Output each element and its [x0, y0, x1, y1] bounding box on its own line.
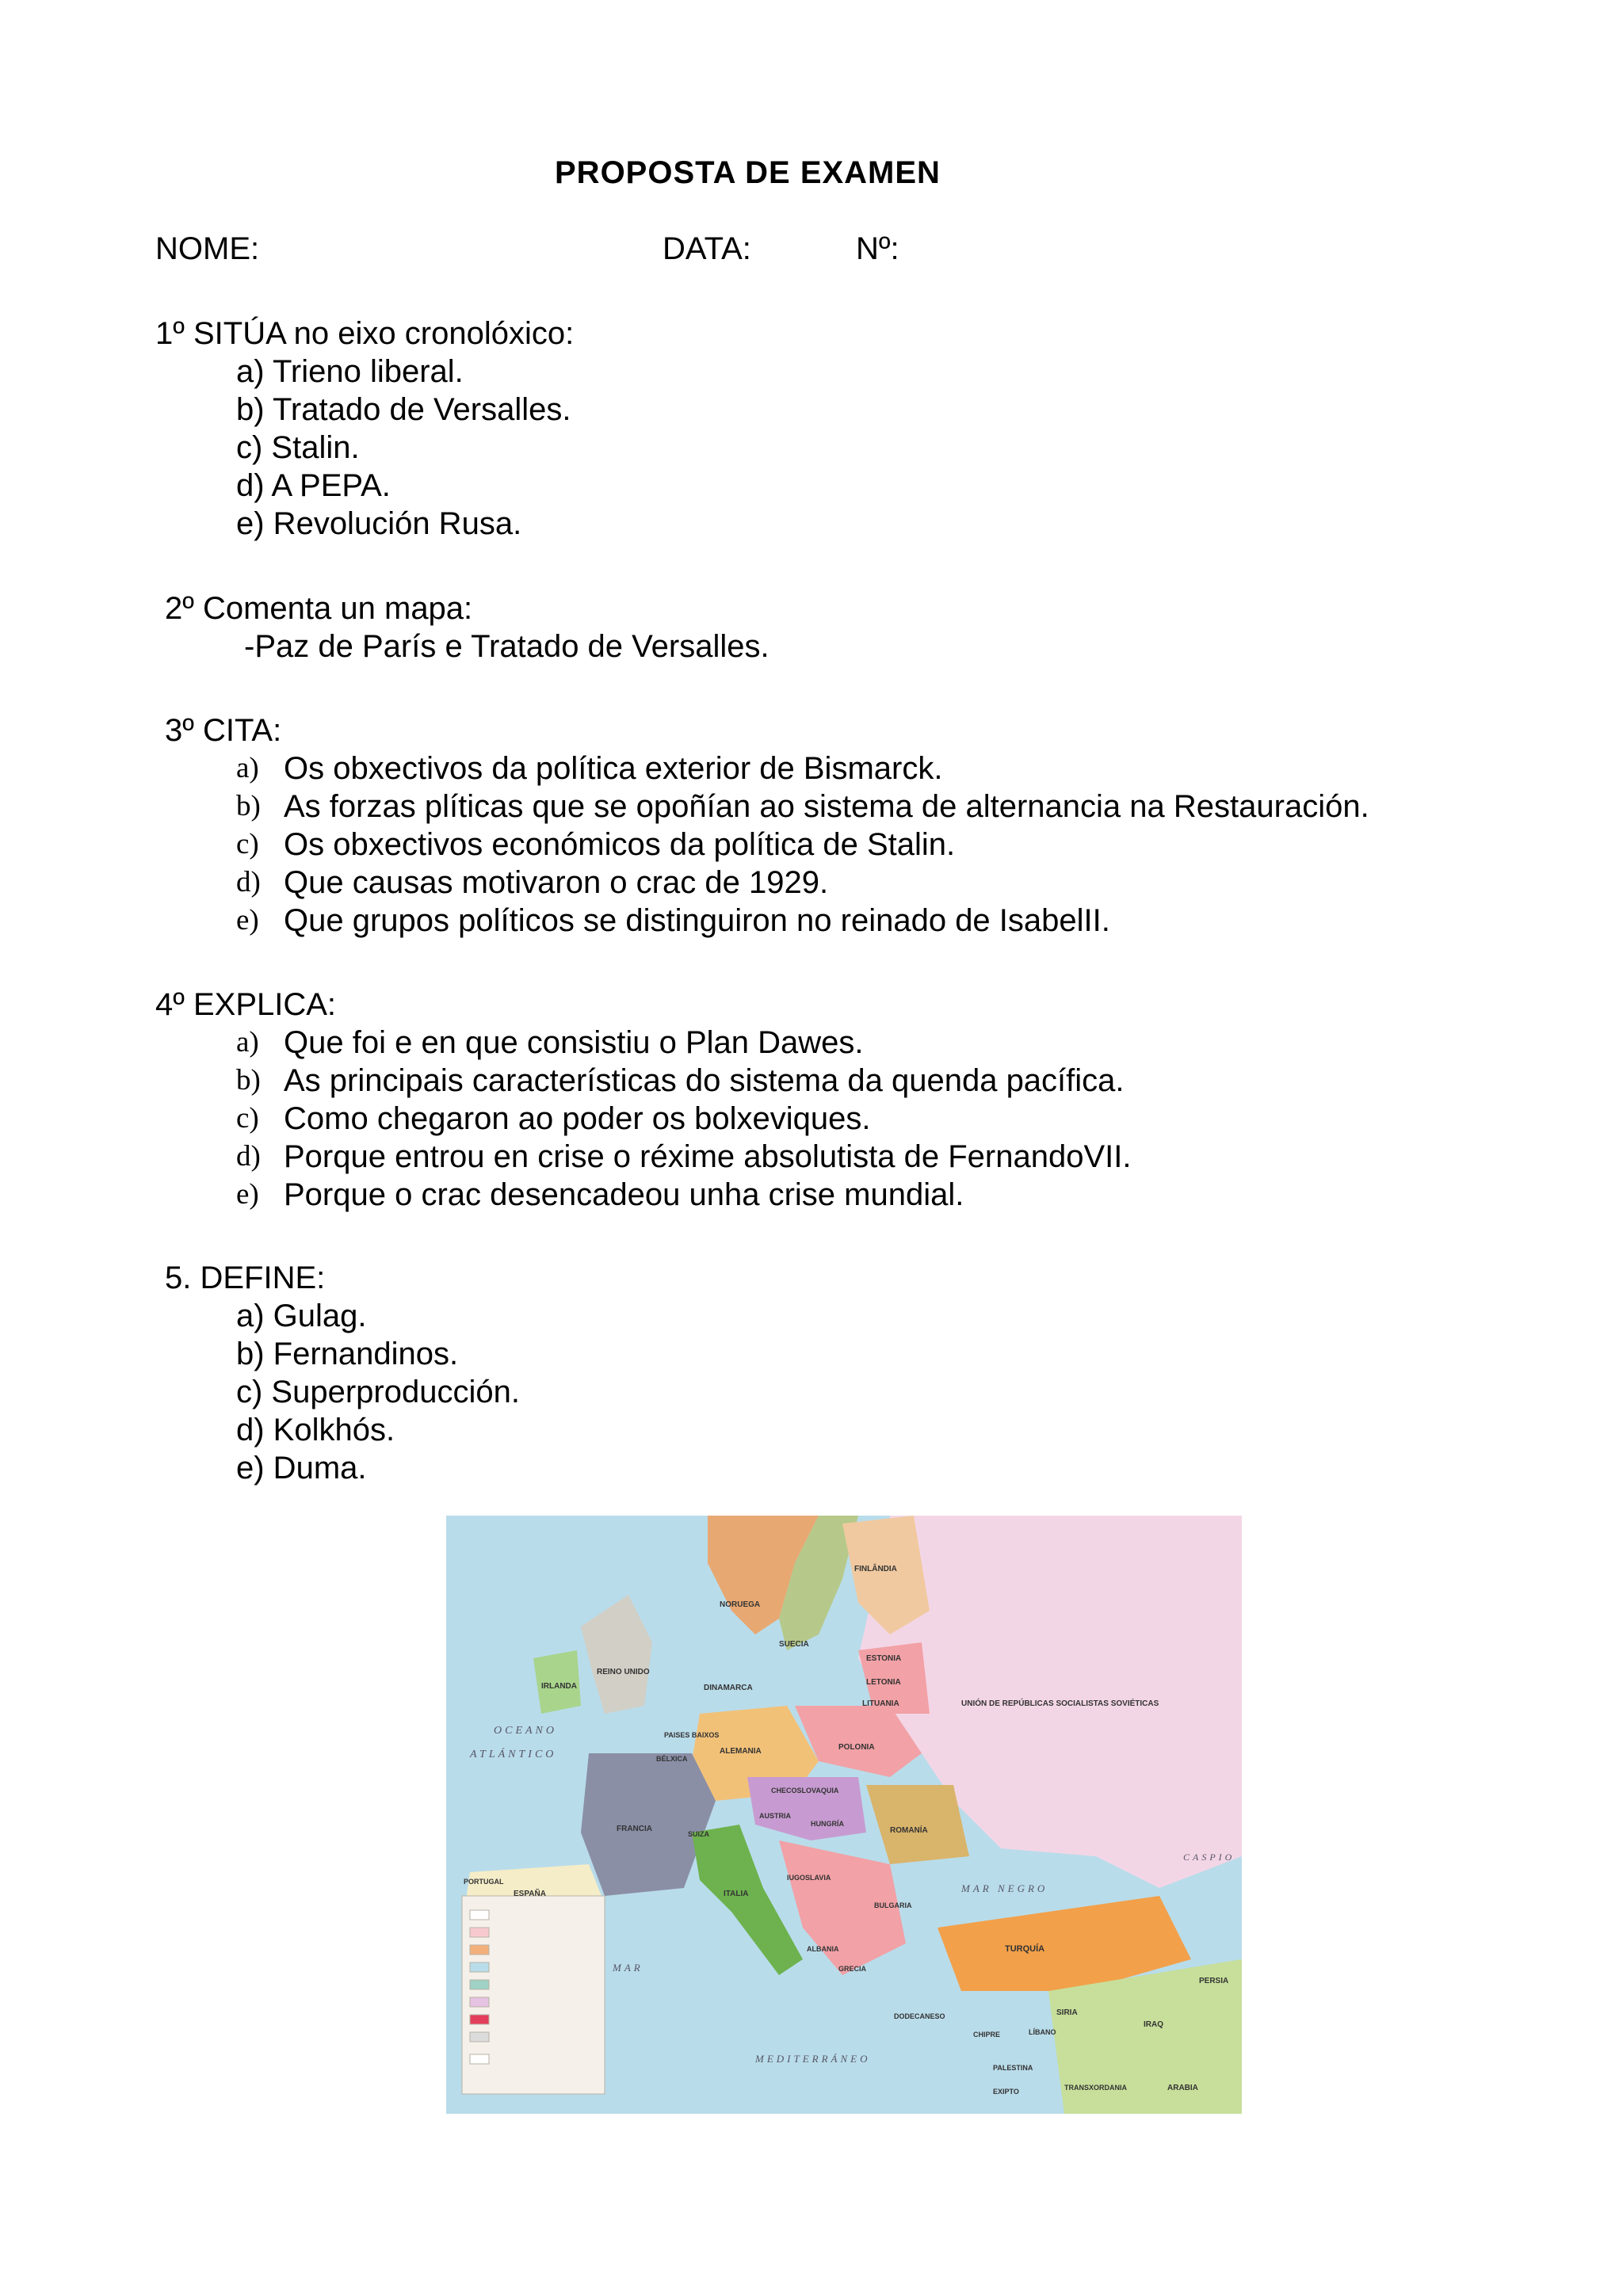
list-item: c) Stalin. [236, 430, 360, 465]
map-label: PAISES BAIXOS [664, 1731, 720, 1739]
date-field-label: DATA: [663, 231, 751, 266]
map-label: SUECIA [779, 1640, 809, 1649]
map-label: PALESTINA [993, 2064, 1033, 2072]
list-item [155, 1024, 1132, 1062]
list-item: c) Superproducción. [236, 1375, 520, 1409]
list-marker: a) [236, 752, 259, 784]
map-label: ESTONIA [866, 1654, 902, 1663]
map-label: SIRIA [1056, 2008, 1078, 2017]
map-label: BULGARIA [874, 1901, 912, 1909]
europe-map [446, 1516, 1242, 2114]
map-label: MEDITERRÁNEO [755, 2053, 871, 2065]
list-item [155, 1062, 1132, 1100]
list-text: As principais características do sistema da quenda pacífica. [284, 1063, 1125, 1098]
name-field-label: NOME: [155, 231, 260, 266]
map-label: NORUEGA [720, 1600, 761, 1609]
list-text: Os obxectivos da política exterior de Bismarck. [284, 751, 943, 786]
list-item: e) Duma. [236, 1451, 367, 1486]
list-item: b) Fernandinos. [236, 1337, 459, 1371]
map-label: ESPAÑA [514, 1890, 546, 1898]
map-label: IRAQ [1144, 2020, 1163, 2029]
question-1 [155, 315, 574, 543]
list-text: Que causas motivaron o crac de 1929. [284, 865, 829, 900]
list-marker: c) [236, 1102, 259, 1135]
question-3 [165, 711, 1369, 940]
europe-map-image [446, 1516, 1242, 2114]
question-5 [165, 1259, 520, 1487]
map-label: HUNGRÍA [811, 1820, 844, 1828]
list-item: -Paz de París e Tratado de Versalles. [244, 629, 769, 664]
map-label: ATLÁNTICO [470, 1749, 557, 1760]
map-label: MAR NEGRO [961, 1882, 1048, 1894]
map-label: TURQUÍA [1005, 1944, 1045, 1954]
list-marker: e) [236, 1178, 259, 1211]
list-marker: d) [236, 866, 261, 898]
question-heading: 1º SITÚA no eixo cronolóxico: [155, 316, 575, 351]
question-heading: 2º Comenta un mapa: [165, 591, 473, 626]
map-label: DINAMARCA [704, 1684, 753, 1692]
list-marker: a) [236, 1026, 259, 1058]
map-label: POLONIA [838, 1743, 875, 1752]
list-item: b) Tratado de Versalles. [236, 392, 571, 427]
question-heading: 3º CITA: [165, 713, 282, 748]
legend-swatches [470, 1910, 489, 2064]
map-label: AUSTRIA [759, 1812, 791, 1820]
list-item: d) Kolkhós. [236, 1413, 395, 1447]
map-label: ITALIA [724, 1890, 749, 1898]
map-label: TRANSXORDANIA [1064, 2084, 1128, 2092]
number-field-label: Nº: [856, 231, 899, 266]
map-label: SUIZA [688, 1830, 709, 1838]
list-item [165, 864, 1369, 902]
map-label: CHIPRE [973, 2031, 1001, 2039]
map-label: LÍBANO [1029, 2028, 1056, 2036]
question-heading: 4º EXPLICA: [155, 987, 337, 1022]
list-text: Porque o crac desencadeou unha crise mundial. [284, 1177, 964, 1212]
map-label: PORTUGAL [464, 1878, 504, 1886]
map-label: GRECIA [838, 1965, 867, 1973]
map-label: OCEANO [494, 1725, 557, 1737]
list-item [165, 902, 1369, 940]
map-label: PERSIA [1199, 1977, 1229, 1985]
map-label: IRLANDA [541, 1682, 577, 1691]
list-item [165, 788, 1369, 826]
map-label: ARABIA [1167, 2084, 1198, 2092]
list-item [155, 1176, 1132, 1214]
map-label: FINLÂNDIA [854, 1565, 897, 1573]
map-label: DODECANESO [894, 2012, 945, 2020]
map-label: LETONIA [866, 1678, 901, 1687]
map-label: LITUANIA [862, 1699, 899, 1708]
list-marker: b) [236, 790, 261, 822]
list-item [165, 826, 1369, 864]
question-2 [165, 589, 769, 666]
map-label: IUGOSLAVIA [787, 1874, 831, 1882]
map-label: CASPIO [1183, 1852, 1235, 1863]
list-item: d) A PEPA. [236, 468, 391, 503]
list-item [155, 1100, 1132, 1138]
question-heading: 5. DEFINE: [165, 1261, 326, 1295]
map-label: MAR [613, 1962, 643, 1974]
list-marker: c) [236, 828, 259, 860]
map-label: REINO UNIDO [597, 1668, 650, 1676]
list-text: Os obxectivos económicos da política de Stalin. [284, 827, 956, 862]
list-item: a) Trieno liberal. [236, 354, 464, 389]
list-item [155, 1138, 1132, 1176]
list-item [165, 749, 1369, 788]
map-label: ROMANÍA [890, 1826, 928, 1835]
list-text: Como chegaron ao poder os bolxeviques. [284, 1101, 871, 1136]
list-text: As forzas plíticas que se opoñían ao sistema de alternancia na Restauración. [284, 789, 1369, 824]
list-marker: d) [236, 1140, 261, 1173]
list-text: Porque entrou en crise o réxime absolutista de FernandoVII. [284, 1139, 1132, 1174]
list-text: Que foi e en que consistiu o Plan Dawes. [284, 1025, 864, 1060]
map-label: EXIPTO [993, 2088, 1019, 2096]
map-label: BÉLXICA [656, 1755, 688, 1763]
list-item: e) Revolución Rusa. [236, 506, 522, 541]
map-label: ALEMANIA [720, 1747, 762, 1756]
page-title: PROPOSTA DE EXAMEN [555, 155, 941, 190]
list-text: Que grupos políticos se distinguiron no reinado de IsabelII. [284, 903, 1110, 938]
map-label: ALBANIA [807, 1945, 839, 1953]
list-marker: e) [236, 904, 259, 936]
map-label: CHECOSLOVAQUIA [771, 1787, 839, 1794]
list-marker: b) [236, 1064, 261, 1097]
map-label: FRANCIA [617, 1825, 652, 1833]
map-label: UNIÓN DE REPÚBLICAS SOCIALISTAS SOVIÉTICAS [961, 1699, 1159, 1708]
question-4 [155, 986, 1132, 1214]
list-item: a) Gulag. [236, 1299, 367, 1333]
